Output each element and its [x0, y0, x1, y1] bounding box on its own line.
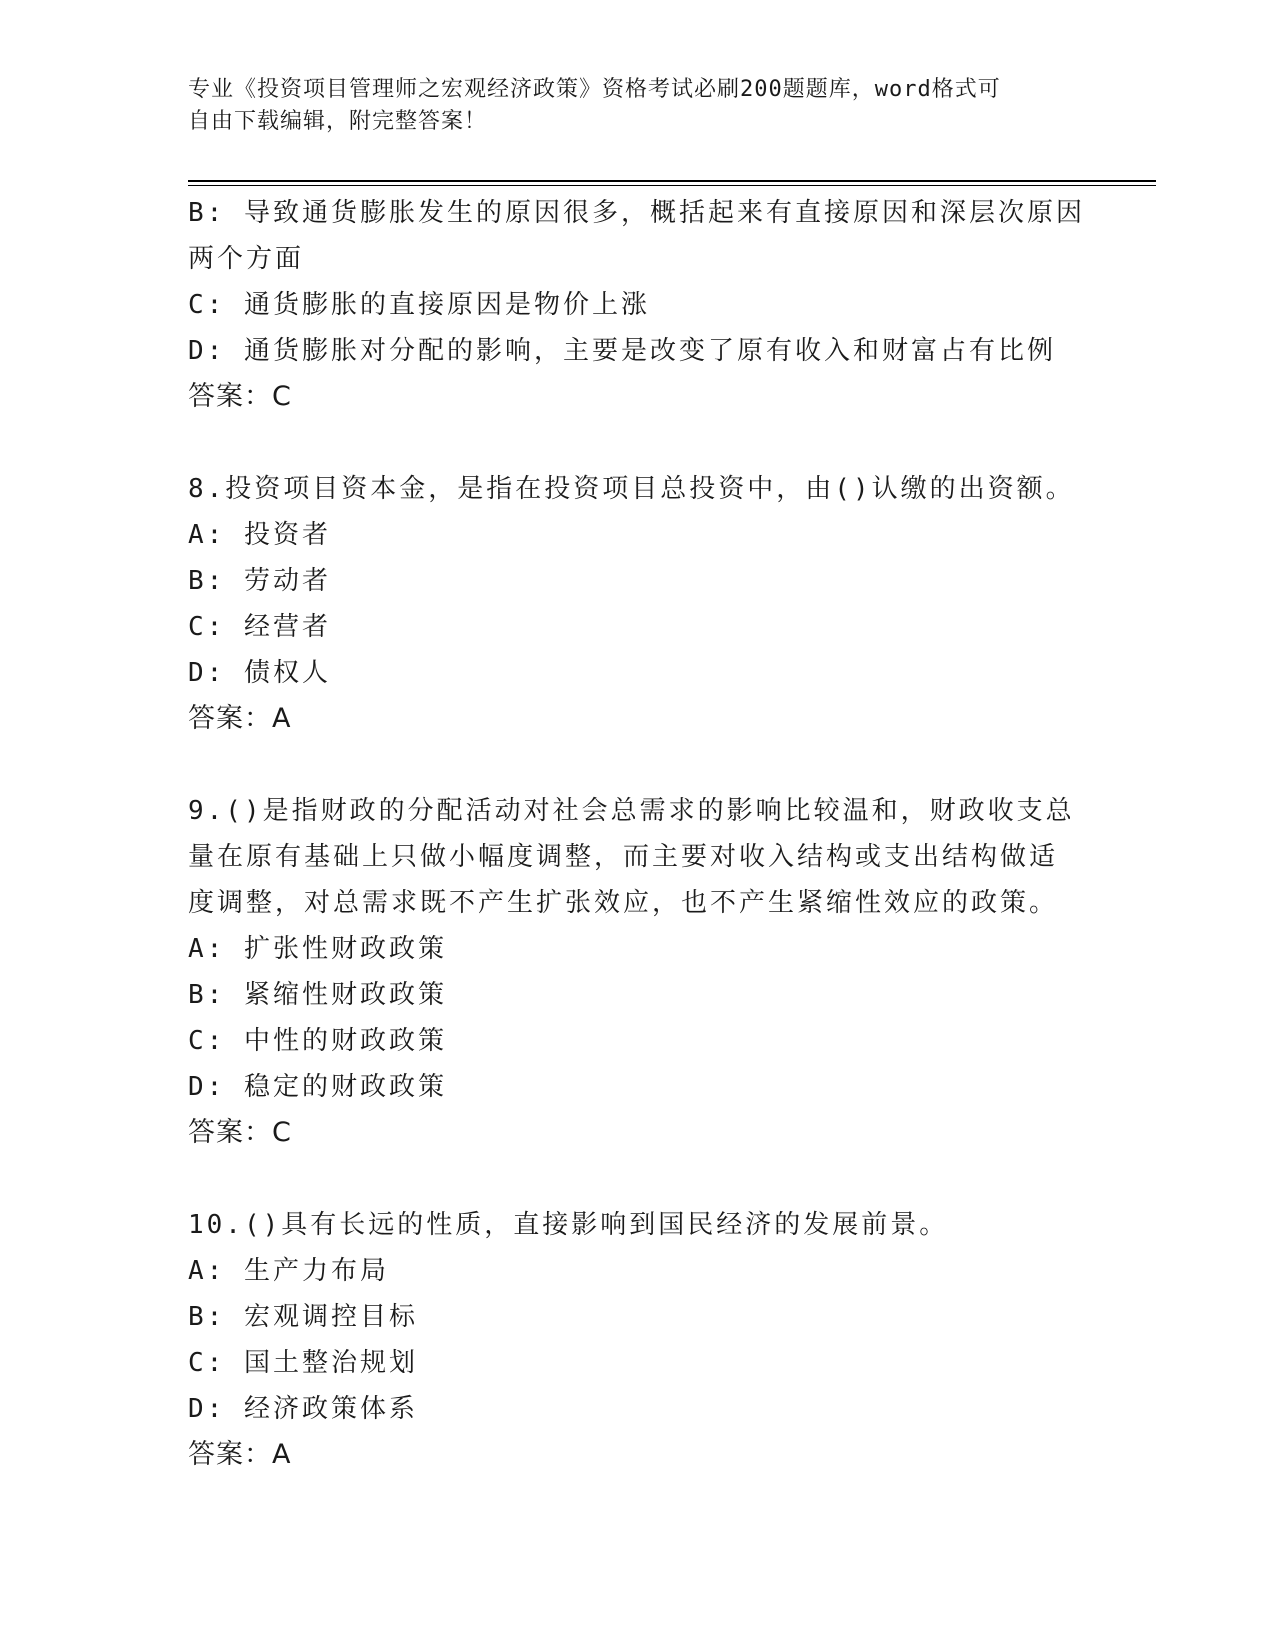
option-b-continued: 两个方面 [188, 244, 305, 274]
option-c: C: 国土整治规划 [188, 1348, 418, 1378]
header-line-1: 专业《投资项目管理师之宏观经济政策》资格考试必刷200题题库，word格式可 [188, 77, 1001, 102]
option-d: D: 债权人 [188, 658, 331, 688]
spacer [188, 742, 1088, 788]
answer: 答案：C [188, 1117, 292, 1148]
option-a: A: 扩张性财政政策 [188, 934, 447, 964]
option-c: C: 通货膨胀的直接原因是物价上涨 [188, 290, 650, 320]
question-stem-continued: 量在原有基础上只做小幅度调整，而主要对收入结构或支出结构做适 [188, 842, 1059, 872]
spacer [188, 1156, 1088, 1202]
option-c: C: 中性的财政政策 [188, 1026, 447, 1056]
option-c: C: 经营者 [188, 612, 331, 642]
header-divider-thin [188, 185, 1156, 186]
option-a: A: 生产力布局 [188, 1256, 389, 1286]
question-stem: 9.()是指财政的分配活动对社会总需求的影响比较温和，财政收支总 [188, 796, 1075, 826]
document-header [188, 74, 1088, 138]
question-7 [188, 190, 1088, 420]
answer: 答案：A [188, 1439, 292, 1470]
option-b: B: 紧缩性财政政策 [188, 980, 447, 1010]
question-list [188, 190, 1088, 1478]
option-b: B: 劳动者 [188, 566, 331, 596]
question-stem: 8.投资项目资本金，是指在投资项目总投资中，由()认缴的出资额。 [188, 474, 1075, 504]
spacer [188, 420, 1088, 466]
option-d: D: 经济政策体系 [188, 1394, 418, 1424]
question-10 [188, 1202, 1088, 1478]
answer: 答案：A [188, 703, 292, 734]
option-d: D: 通货膨胀对分配的影响，主要是改变了原有收入和财富占有比例 [188, 336, 1056, 366]
answer: 答案：C [188, 381, 292, 412]
option-a: A: 投资者 [188, 520, 331, 550]
option-d: D: 稳定的财政政策 [188, 1072, 447, 1102]
header-line-2: 自由下载编辑，附完整答案！ [188, 109, 488, 134]
option-b: B: 导致通货膨胀发生的原因很多，概括起来有直接原因和深层次原因 [188, 198, 1085, 228]
option-b: B: 宏观调控目标 [188, 1302, 418, 1332]
question-stem: 10.()具有长远的性质，直接影响到国民经济的发展前景。 [188, 1210, 949, 1240]
question-stem-continued: 度调整，对总需求既不产生扩张效应，也不产生紧缩性效应的政策。 [188, 888, 1059, 918]
question-9 [188, 788, 1088, 1156]
question-8 [188, 466, 1088, 742]
header-divider-thick [188, 180, 1156, 182]
